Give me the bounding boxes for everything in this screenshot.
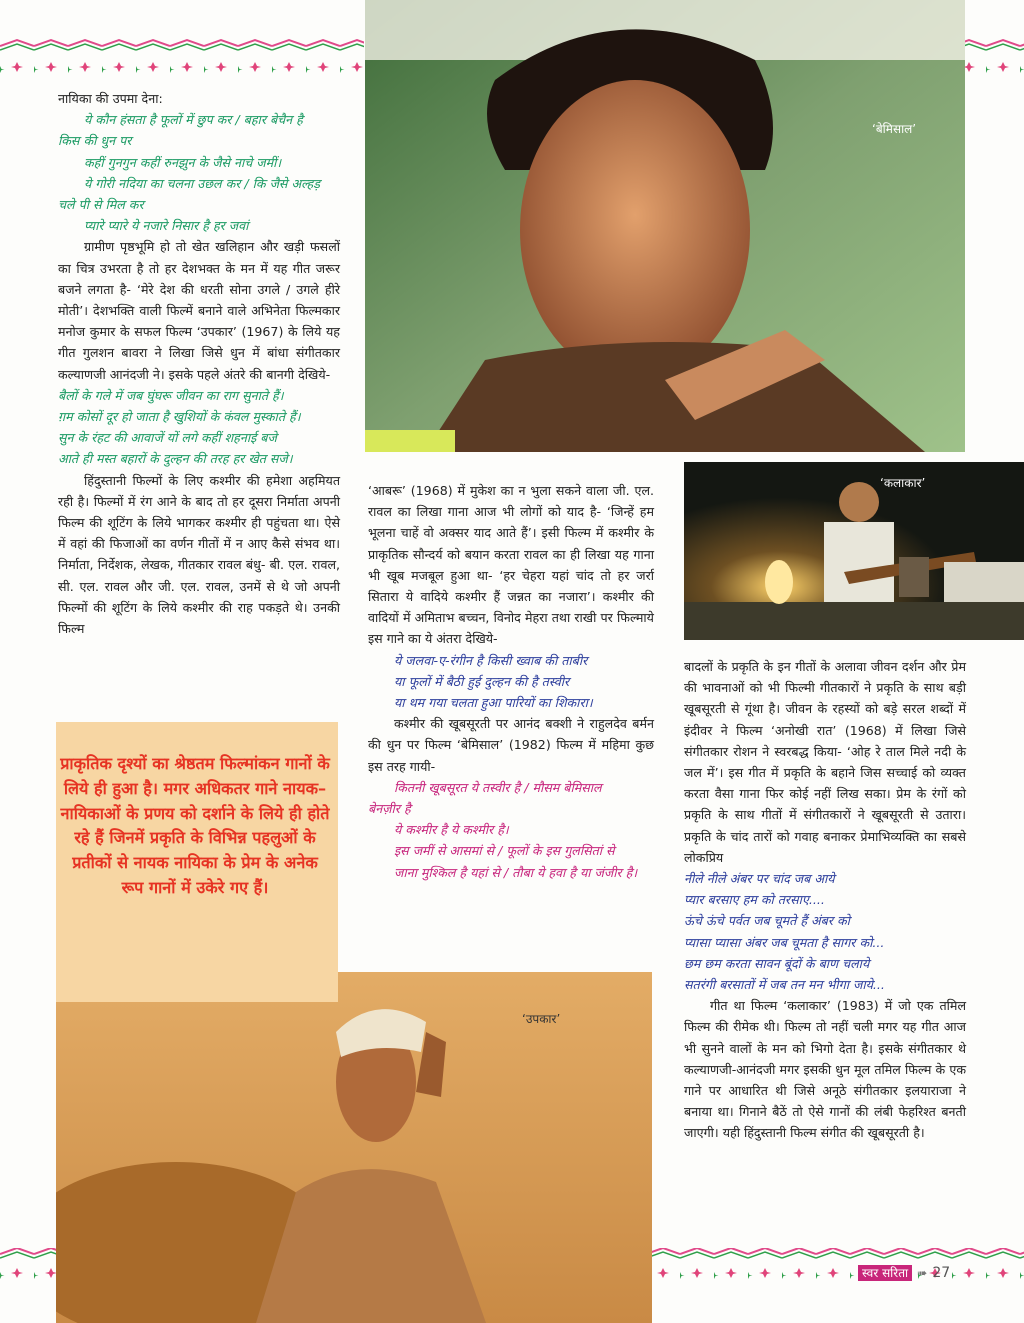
col3-verse	[684, 868, 966, 995]
verse-line: प्यार बरसाए हम को तरसाए....	[684, 892, 825, 908]
verse-line: जाना मुश्किल है यहां से / तौबा ये हवा है या जंजीर है।	[394, 864, 638, 880]
kalakar-photo-image	[684, 462, 1024, 640]
verse-line: ये जलवा-ए-रंगीन है किसी ख्वाब की ताबीर	[394, 652, 588, 668]
verse-line: छम छम करता सावन बूंदों के बाण चलाये	[684, 955, 870, 971]
verse-line: कहीं गुनगुन कहीं रुनझुन के जैसे नाचे जमीं।	[84, 154, 282, 170]
verse-line: ऊंचे ऊंचे पर्वत जब चूमते हैं अंबर को	[684, 913, 850, 929]
column-3	[684, 656, 966, 1144]
column-1	[58, 88, 340, 639]
photo-kalakar	[684, 462, 1024, 640]
verse-line: ग़म कोसों दूर हो जाता है खुशियों के कंवल मुस्काते हैं।	[58, 409, 301, 425]
magazine-name: स्वर सरिता	[858, 1265, 912, 1281]
col3-para2: गीत था फिल्म ‘कलाकार’ (1983) में जो एक तमिल फिल्म की रीमेक थी। फिल्म तो नहीं चली मगर यह गीत आज भी सुनने वालों के मन को भिगो देता है। इसके संगीतकार थे कल्याणजी-आनंदजी मगर इसकी धुन मूल तमिल फिल्म के एक गाने पर आधारित थी जिसे अनूठे संगीतकार इलयाराजा ने बनाया था। गिनाने बैठें तो ऐसे गानों की लंबी फेहरिश्त बनती जाएगी। यही हिंदुस्तानी फिल्म संगीत की खूबसूरती है।	[684, 998, 966, 1141]
col1-verse1	[58, 109, 340, 236]
page-number: 27	[932, 1265, 951, 1281]
col2-para2: कश्मीर की खूबसूरती पर आनंद बक्शी ने राहुलदेव बर्मन की धुन पर फिल्म ‘बेमिसाल’ (1982) फिल्म में महिमा कुछ इस तरह गायी-	[368, 716, 654, 774]
page-footer	[858, 1262, 970, 1284]
verse-line: प्यासा प्यासा अंबर जब चूमता है सागर को...	[684, 934, 885, 950]
pull-quote: प्राकृतिक दृश्यों का श्रेष्ठतम फिल्मांकन गानों के लिये ही हुआ है। मगर अधिकतर गाने नायक–नायिकाओं के प्रणय को दर्शाने के लिये ही होते रहे हैं जिनमें प्रकृति के विभिन्न पहलुओं के प्रतीकों से नायक नायिका के प्रेम के अनेक रूप गानों में उकेरे गए हैं।	[60, 754, 330, 897]
verse-line: प्यारे प्यारे ये नजारे निसार है हर जवां	[84, 218, 249, 234]
col1-verse2	[58, 385, 340, 470]
caption-bemisal: ‘बेमिसाल’	[872, 122, 917, 136]
photo-upkar	[56, 972, 652, 1323]
col1-para1: ग्रामीण पृष्ठभूमि हो तो खेत खलिहान और खड़ी फसलों का चित्र उभरता है तो हर देशभक्त के मन में यह गीत जरूर बजने लगता है- ‘मेरे देश की धरती सोना उगले / उगले हीरे मोती’। देशभक्ति वाली फिल्में बनाने वाले अभिनेता फिल्मकार मनोज कुमार के सफल फिल्म ‘उपकार’ (1967) के लिये यह गीत गुलशन बावरा ने लिखा जिसे धुन में बांधा संगीतकार कल्याणजी आनंदजी ने। इसके पहले अंतरे की बानगी देखिये-	[58, 239, 340, 382]
col2-para1: ‘आबरू’ (1968) में मुकेश का न भुला सकने वाला जी. एल. रावल का लिखा गाना आज भी लोगों को याद है- ‘जिन्हें हम भूलना चाहें वो अक्सर याद आते हैं’। इसी फिल्म में कश्मीर के प्राकृतिक सौन्दर्य को बयान करता रावल का ही लिखा यह गाना भी खूब मजबूल हुआ था- ‘हर चेहरा यहां चांद तो हर जर्रा सितारा ये वादिये कश्मीर हैं जन्नत का नजारा’। कश्मीर की वादियों में अमिताभ बच्चन, विनोद मेहरा तथा राखी पर फिल्माये इस गाने का ये अंतरा देखिये-	[368, 483, 654, 647]
verse-line: आते ही मस्त बहारों के दुल्हन की तरह हर खेत सजे।	[58, 451, 293, 467]
caption-upkar: ‘उपकार’	[522, 1012, 561, 1026]
arrow-icon: ➠	[917, 1266, 928, 1280]
verse-line: चले पी से मिल कर	[58, 197, 144, 213]
verse-line: सुन के रंहट की आवाजें यों लगे कहीं शहनाई बजे	[58, 430, 277, 446]
verse-line: बैलों के गले में जब घुंघरू जीवन का राग सुनाते हैं।	[58, 387, 284, 403]
verse-line: बेनज़ीर है	[368, 801, 411, 817]
col1-intro: नायिका की उपमा देना:	[58, 91, 163, 106]
verse-line: इस जमीं से आसमां से / फूलों के इस गुलसितां से	[394, 843, 615, 859]
verse-line: ये कौन हंसता है फूलों में छुप कर / बहार बेचैन है	[84, 112, 303, 128]
col1-para2: हिंदुस्तानी फिल्मों के लिए कश्मीर की हमेशा अहमियत रही है। फिल्मों में रंग आने के बाद तो हर दूसरा निर्माता अपनी फिल्म की शूटिंग के लिये भागकर कश्मीर ही पहुंचता था। ऐसे में वहां की फिजाओं का वर्णन गीतों में न आए कैसे संभव था। निर्माता, निर्देशक, लेखक, गीतकार रावल बंधु- बी. एल. रावल, सी. एल. रावल और जी. एल. रावल, उनमें से थे जो अपनी फिल्मों की शूटिंग के लिये कश्मीर की राह पकड़ते थे। उनकी फिल्म	[58, 472, 340, 637]
verse-line: कितनी खूबसूरत ये तस्वीर है / मौसम बेमिसाल	[394, 779, 602, 795]
col3-para1: बादलों के प्रकृति के इन गीतों के अलावा जीवन दर्शन और प्रेम की भावनाओं को भी फिल्मी गीतकारों ने प्रकृति के साथ बड़ी खूबसूरती से गूंथा है। जीवन के रहस्यों को बड़े सरल शब्दों में इंदीवर ने फिल्म ‘अनोखी रात’ (1968) में लिखा जिसे संगीतकार रोशन ने स्वरबद्ध किया- ‘ओह रे ताल मिले नदी के जल में’। इस गीत में प्रकृति के बहाने जिस सच्चाई को व्यक्त करता वैसा गाना फिर कोई नहीं लिख सका। प्रेम के रंगों को प्रकृति के साथ गीतों में संगीतकारों ने खूबसूरती से उतारा। प्रकृति के चांद तारों को गवाह बनाकर प्रेमाभिव्यक्ति का सबसे लोकप्रिय	[684, 659, 966, 865]
upkar-photo-image	[56, 972, 652, 1323]
verse-line: या फूलों में बैठी हुई दुल्हन की है तस्वीर	[394, 673, 570, 689]
verse-line: सतरंगी बरसातों में जब तन मन भीगा जाये...	[684, 977, 885, 993]
col2-verse1	[368, 650, 654, 714]
verse-line: किस की धुन पर	[58, 133, 132, 149]
verse-line: नीले नीले अंबर पर चांद जब आये	[684, 871, 835, 887]
bemisal-photo-image	[365, 0, 965, 452]
photo-bemisal	[365, 0, 965, 452]
verse-line: ये गोरी नदिया का चलना उछल कर / कि जैसे अल्हड़	[84, 175, 320, 191]
verse-line: या थम गया चलता हुआ पारियों का शिकारा।	[394, 695, 593, 711]
col2-verse2	[368, 777, 654, 883]
caption-kalakar: ‘कलाकार’	[880, 476, 926, 490]
verse-line: ये कश्मीर है ये कश्मीर है।	[394, 822, 509, 838]
column-2	[368, 480, 654, 883]
